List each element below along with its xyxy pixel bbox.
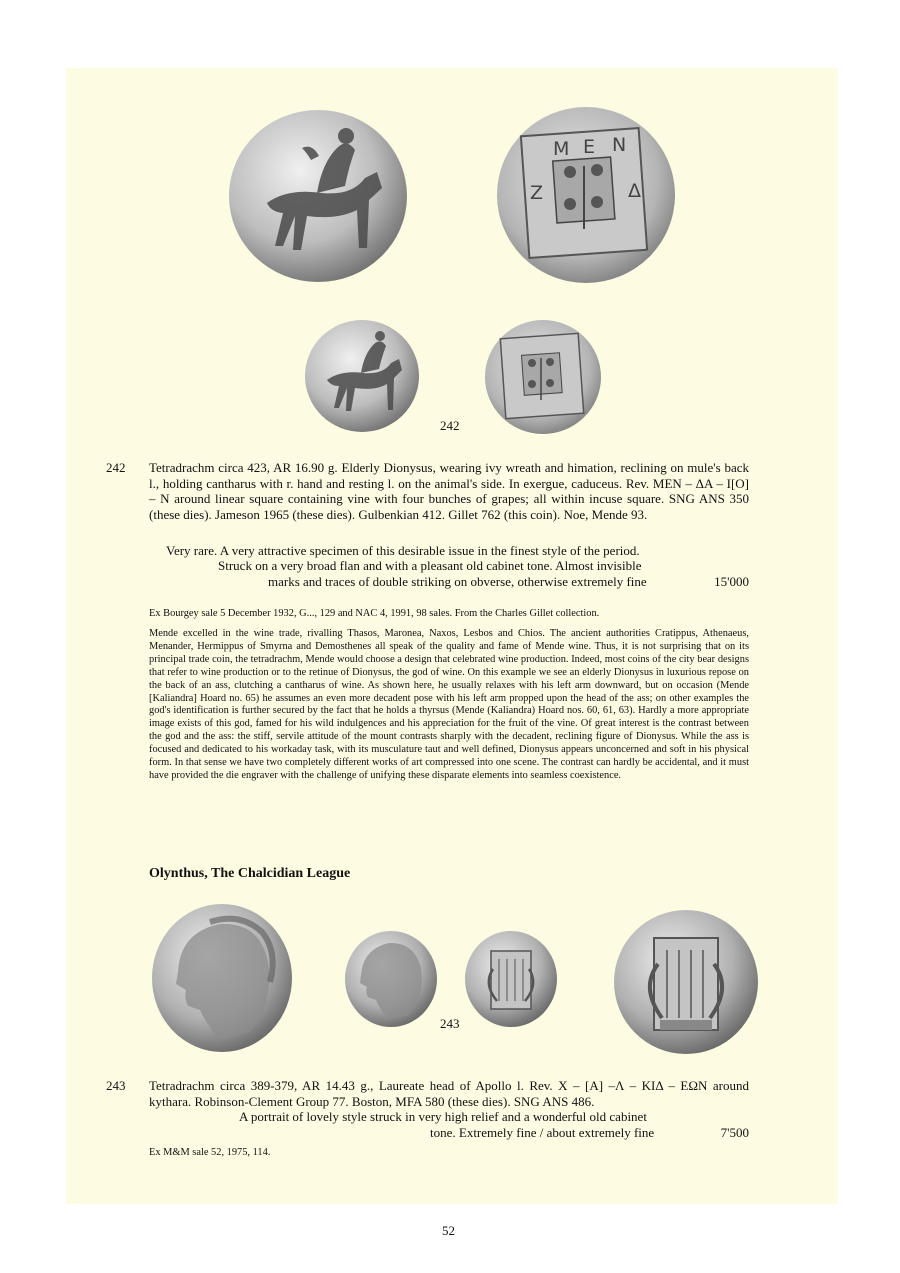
- coin-242-legend-e: E: [583, 136, 596, 158]
- plate-number-243: 243: [440, 1016, 460, 1031]
- lot-number-243: 243: [106, 1078, 126, 1093]
- plate-number-242: 242: [440, 418, 460, 433]
- lot-242-grading-line-3: marks and traces of double striking on obverse, otherwise extremely fine: [268, 574, 647, 589]
- coin-242-obverse-large: [227, 108, 409, 284]
- lot-243-grading-line-2: tone. Extremely fine / about extremely fine: [430, 1125, 655, 1140]
- coin-243-reverse-small: [463, 929, 559, 1029]
- lot-243-price: 7'500: [720, 1125, 749, 1140]
- lot-number-242: 242: [106, 460, 126, 475]
- coin-242-reverse-small: [483, 318, 603, 436]
- coin-243-obverse-small: [343, 929, 439, 1029]
- coin-243-reverse-large: [612, 908, 760, 1056]
- lot-243-description: Tetradrachm circa 389-379, AR 14.43 g., Laureate head of Apollo l. Rev. X – [A] –Λ – KIΔ – EΩN around kythara. Robinson-Clement Group 77. Boston, MFA 580 (these dies). SNG ANS 486.: [149, 1078, 749, 1109]
- coin-242-obverse-small: [303, 318, 421, 434]
- page-number: 52: [442, 1223, 455, 1238]
- coin-242-reverse-large: [495, 104, 677, 286]
- lot-243-provenance: Ex M&M sale 52, 1975, 114.: [149, 1147, 271, 1158]
- coin-243-obverse-large: [150, 902, 294, 1054]
- lot-242-grading-line-2: Struck on a very broad flan and with a pleasant old cabinet tone. Almost invisible: [218, 558, 642, 573]
- coin-242-legend-delta: Δ: [628, 180, 641, 202]
- lot-242-description: Tetradrachm circa 423, AR 16.90 g. Elderly Dionysus, wearing ivy wreath and himation, reclining on mule's back l., holding cantharus with r. hand and resting l. on the animal's side. In exergue, caduceus. Rev. MEN – ΔA – I[O] – N around linear square containing vine with four bunches of grapes; all within incuse square. SNG ANS 350 (these dies). Jameson 1965 (these dies). Gulbenkian 412. Gillet 762 (this coin). Noe, Mende 93.: [149, 460, 749, 522]
- lot-242-essay: Mende excelled in the wine trade, rivalling Thasos, Maronea, Naxos, Lesbos and Chios. The ancient authorities Cratippus, Athenaeus, Menander, Hermippus of Smyrna and Demosthenes all speak of the quality and fame of Mende wine. Thus, it is not surprising that on its principal trade coin, the tetradrachm, Mende would choose a design that celebrated wine production. Indeed, most coins of the city bear designs that refer to wine production or to the retinue of Dionysus, the god of wine. On this example we see an elderly Dionysus in luxurious repose on the back of an ass, clutching a cantharus of wine. As shown here, he usually relaxes with his left arm downward, but on occasion (Mende [Kaliandra] Hoard no. 65) he assumes an even more decadent pose with his left arm propped upon the head of the ass; on other examples the god's identification is further secured by the fact that he holds a thyrsus (Mende (Kaliandra) Hoard nos. 60, 61, 63). Hardly a more appropriate image exists of this god, famed for his wild indulgences and his appreciation for the fruit of the vine. Of great interest is the contrast between the god and the ass: the stiff, servile attitude of the mount contrasts sharply with the decadent, reclining figure of Dionysus. While the ass is focused and dedicated to his workaday task, with its musculature taut and well defined, Dionysus appears unconcerned and soft in his physical form. In that sense we have two completely different works of art compressed into one scene. The contrast can hardly be accidental, and it must have provided the die engraver with the challenge of unifying these disparate elements into seamless coexistence.: [149, 628, 749, 781]
- coin-242-legend-z: Z: [530, 182, 544, 204]
- lot-242-grading-line-1: Very rare. A very attractive specimen of this desirable issue in the finest style of the period.: [166, 543, 640, 558]
- lot-242-provenance: Ex Bourgey sale 5 December 1932, G..., 129 and NAC 4, 1991, 98 sales. From the Charles Gillet collection.: [149, 608, 600, 619]
- lot-242-price: 15'000: [714, 574, 749, 589]
- section-heading: Olynthus, The Chalcidian League: [149, 866, 351, 881]
- coin-242-legend-n: N: [612, 134, 627, 156]
- coin-242-legend-m: M: [553, 138, 570, 160]
- lot-243-grading-line-1: A portrait of lovely style struck in very high relief and a wonderful old cabinet: [239, 1109, 647, 1124]
